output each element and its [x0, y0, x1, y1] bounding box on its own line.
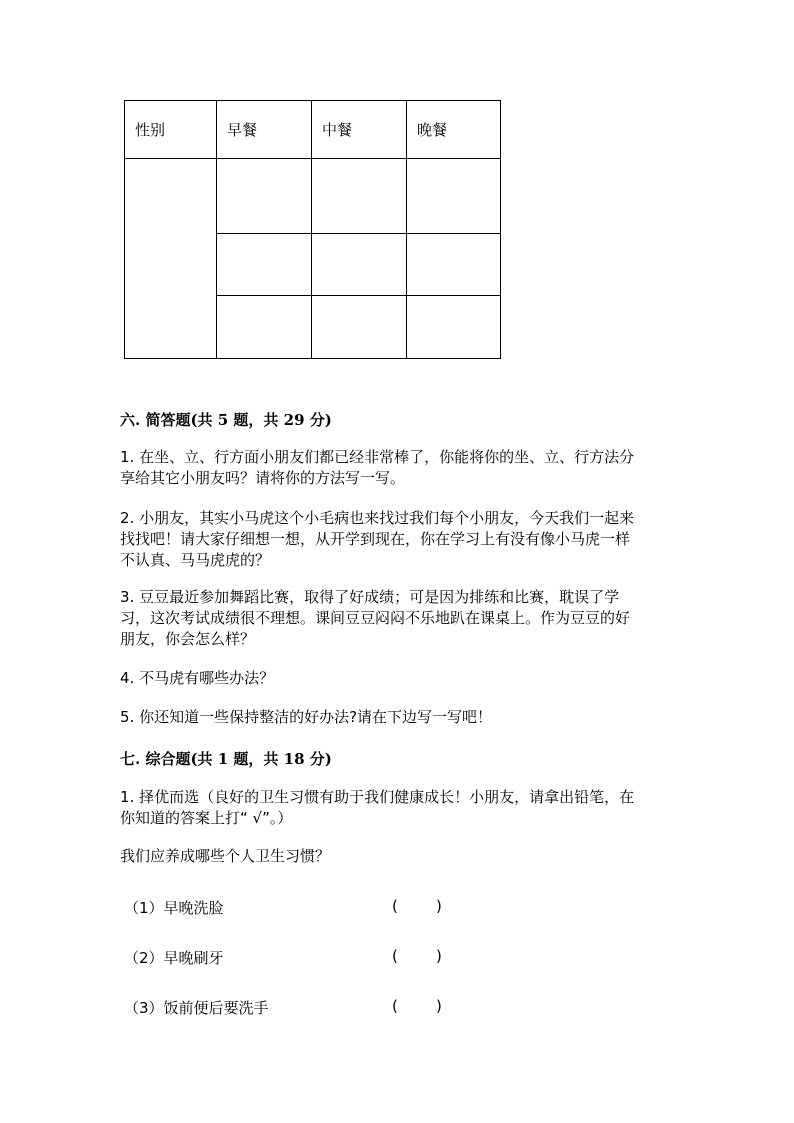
table-cell-gender — [125, 159, 217, 359]
option-1-label: （1）早晚洗脸 — [124, 899, 224, 917]
question-6-5: 5. 你还知道一些保持整洁的好办法?请在下边写一写吧！ — [120, 708, 493, 726]
section6-title: 六. 简答题(共 5 题，共 29 分) — [120, 411, 332, 429]
option-3-label: （3）饭前便后要洗手 — [124, 999, 269, 1017]
table-cell — [407, 234, 501, 296]
question-6-2: 2. 小朋友，其实小马虎这个小毛病也来找过我们每个小朋友，今天我们一起来 找找吧！请大家仔细想一想，从开学到现在，你在学习上有没有像小马虎一样 不认真、马马虎虎的？ — [120, 509, 635, 569]
meal-table — [124, 100, 501, 359]
table-cell — [312, 159, 407, 234]
header-breakfast: 早餐 — [217, 101, 312, 159]
table-cell — [312, 234, 407, 296]
header-gender: 性别 — [125, 101, 217, 159]
table-cell — [407, 159, 501, 234]
table-row — [125, 159, 501, 234]
section7-title: 七. 综合题(共 1 题，共 18 分) — [120, 750, 332, 768]
table-cell — [217, 296, 312, 359]
option-2-label: （2）早晚刷牙 — [124, 949, 224, 967]
question-7-1: 1. 择优而选（良好的卫生习惯有助于我们健康成长！小朋友，请拿出铅笔，在 你知道的答案上打“ √”。） — [120, 788, 635, 827]
option-1-answer-blank[interactable]: ( ) — [392, 897, 442, 915]
table-cell — [217, 159, 312, 234]
question-6-3: 3. 豆豆最近参加舞蹈比赛，取得了好成绩；可是因为排练和比赛，耽误了学 习，这次考试成绩很不理想。课间豆豆闷闷不乐地趴在课桌上。作为豆豆的好 朋友，你会怎么样？ — [120, 588, 631, 648]
table-header-row — [125, 101, 501, 159]
header-dinner: 晚餐 — [407, 101, 501, 159]
question-6-1: 1. 在坐、立、行方面小朋友们都已经非常棒了，你能将你的坐、立、行方法分 享给其它小朋友吗？请将你的方法写一写。 — [120, 448, 635, 487]
question-6-4: 4. 不马虎有哪些办法？ — [120, 669, 275, 687]
table-cell — [407, 296, 501, 359]
table-cell — [312, 296, 407, 359]
option-2-answer-blank[interactable]: ( ) — [392, 947, 442, 965]
header-lunch: 中餐 — [312, 101, 407, 159]
option-3-answer-blank[interactable]: ( ) — [392, 997, 442, 1015]
question-7-prompt: 我们应养成哪些个人卫生习惯？ — [120, 847, 331, 865]
table-cell — [217, 234, 312, 296]
